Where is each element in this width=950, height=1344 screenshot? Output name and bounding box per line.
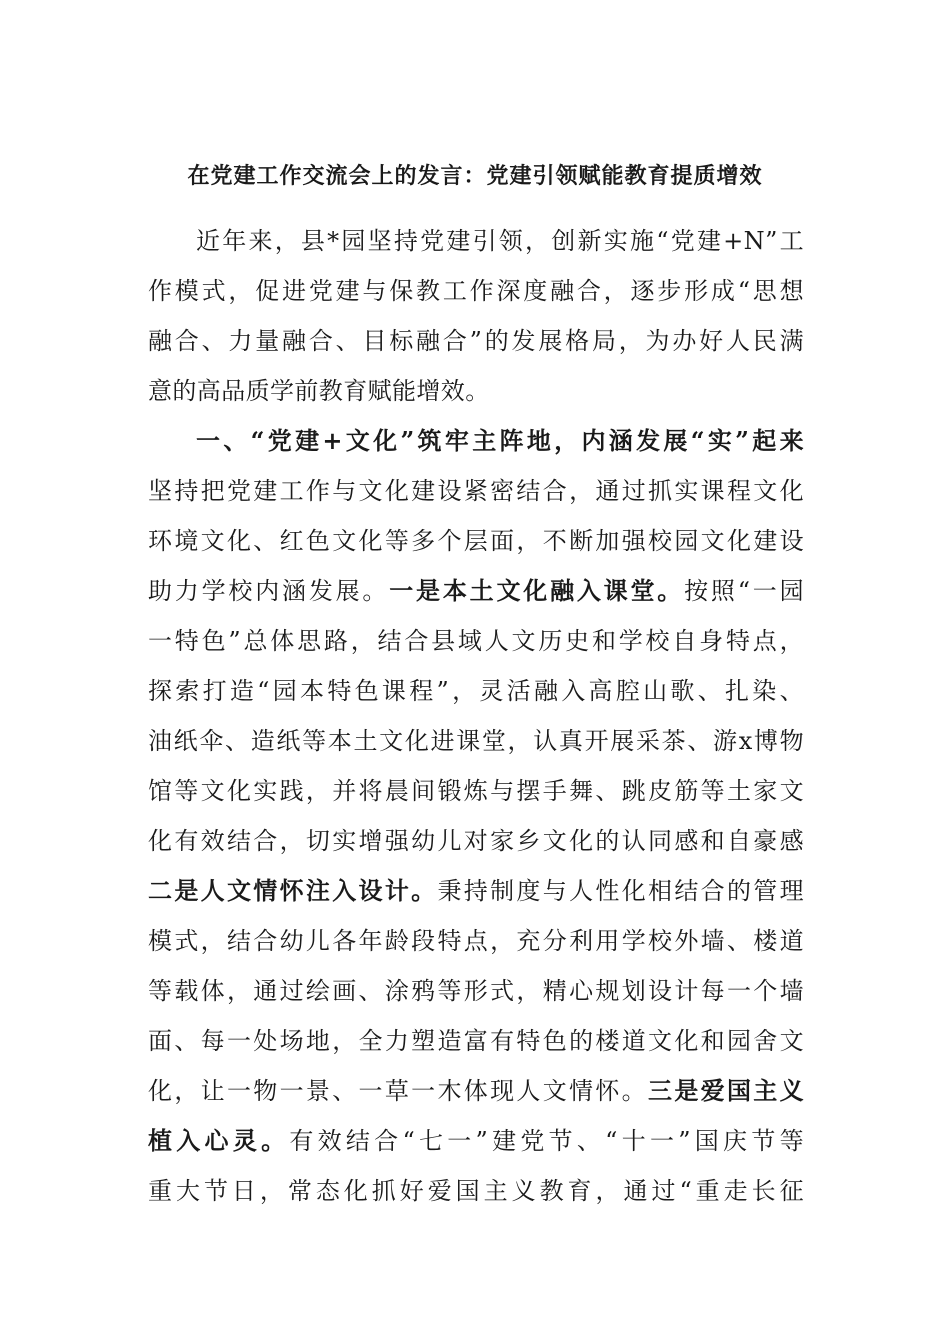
paragraph-line <box>148 1116 804 1166</box>
point-heading: 三是爱国主义 <box>648 1076 804 1105</box>
paragraph-line: 馆等文化实践，并将晨间锻炼与摆手舞、跳皮筋等土家文 <box>148 777 804 805</box>
paragraph-line: 意的高品质学前教育赋能增效。 <box>148 377 490 405</box>
point-heading: 二是人文情怀注入设计。 <box>148 876 438 905</box>
paragraph-line: 环境文化、红色文化等多个层面，不断加强校园文化建设 <box>148 527 804 555</box>
point-heading: 一是本土文化融入课堂。 <box>389 576 685 605</box>
document-body <box>148 216 804 1216</box>
paragraph-segment: 按照“一园 <box>684 577 804 605</box>
paragraph-line: 近年来，县*园坚持党建引领，创新实施“党建+N”工 <box>196 227 804 255</box>
paragraph-line: 一特色”总体思路，结合县域人文历史和学校自身特点， <box>148 627 804 655</box>
paragraph-line: 探索打造“园本特色课程”，灵活融入高腔山歌、扎染、 <box>148 677 804 705</box>
paragraph-line <box>148 566 804 616</box>
paragraph-line: 油纸伞、造纸等本土文化进课堂，认真开展采茶、游x博物 <box>148 727 804 755</box>
paragraph-line: 等载体，通过绘画、涂鸦等形式，精心规划设计每一个墙 <box>148 977 804 1005</box>
paragraph-line: 化有效结合，切实增强幼儿对家乡文化的认同感和自豪感 <box>148 827 804 855</box>
paragraph-segment: 化，让一物一景、一草一木体现人文情怀。 <box>148 1077 649 1105</box>
paragraph-segment: 助力学校内涵发展。 <box>148 577 390 605</box>
document-title: 在党建工作交流会上的发言：党建引领赋能教育提质增效 <box>187 163 763 189</box>
paragraph-line: 模式，结合幼儿各年龄段特点，充分利用学校外墙、楼道 <box>148 927 804 955</box>
paragraph-line <box>148 866 804 916</box>
paragraph-segment: 有效结合“七一”建党节、“十一”国庆节等 <box>289 1127 804 1155</box>
paragraph-line: 重大节日，常态化抓好爱国主义教育，通过“重走长征 <box>148 1177 804 1205</box>
paragraph-line: 面、每一处场地，全力塑造富有特色的楼道文化和园舍文 <box>148 1027 804 1055</box>
paragraph-line <box>148 1066 804 1116</box>
point-heading: 植入心灵。 <box>148 1126 290 1155</box>
paragraph-line: 融合、力量融合、目标融合”的发展格局，为办好人民满 <box>148 327 804 355</box>
paragraph-segment: 秉持制度与人性化相结合的管理 <box>437 877 804 905</box>
paragraph-line: 坚持把党建工作与文化建设紧密结合，通过抓实课程文化 <box>148 477 804 505</box>
paragraph-line: 作模式，促进党建与保教工作深度融合，逐步形成“思想 <box>148 277 804 305</box>
section-heading: 一、“党建+文化”筑牢主阵地，内涵发展“实”起来 <box>196 426 804 455</box>
